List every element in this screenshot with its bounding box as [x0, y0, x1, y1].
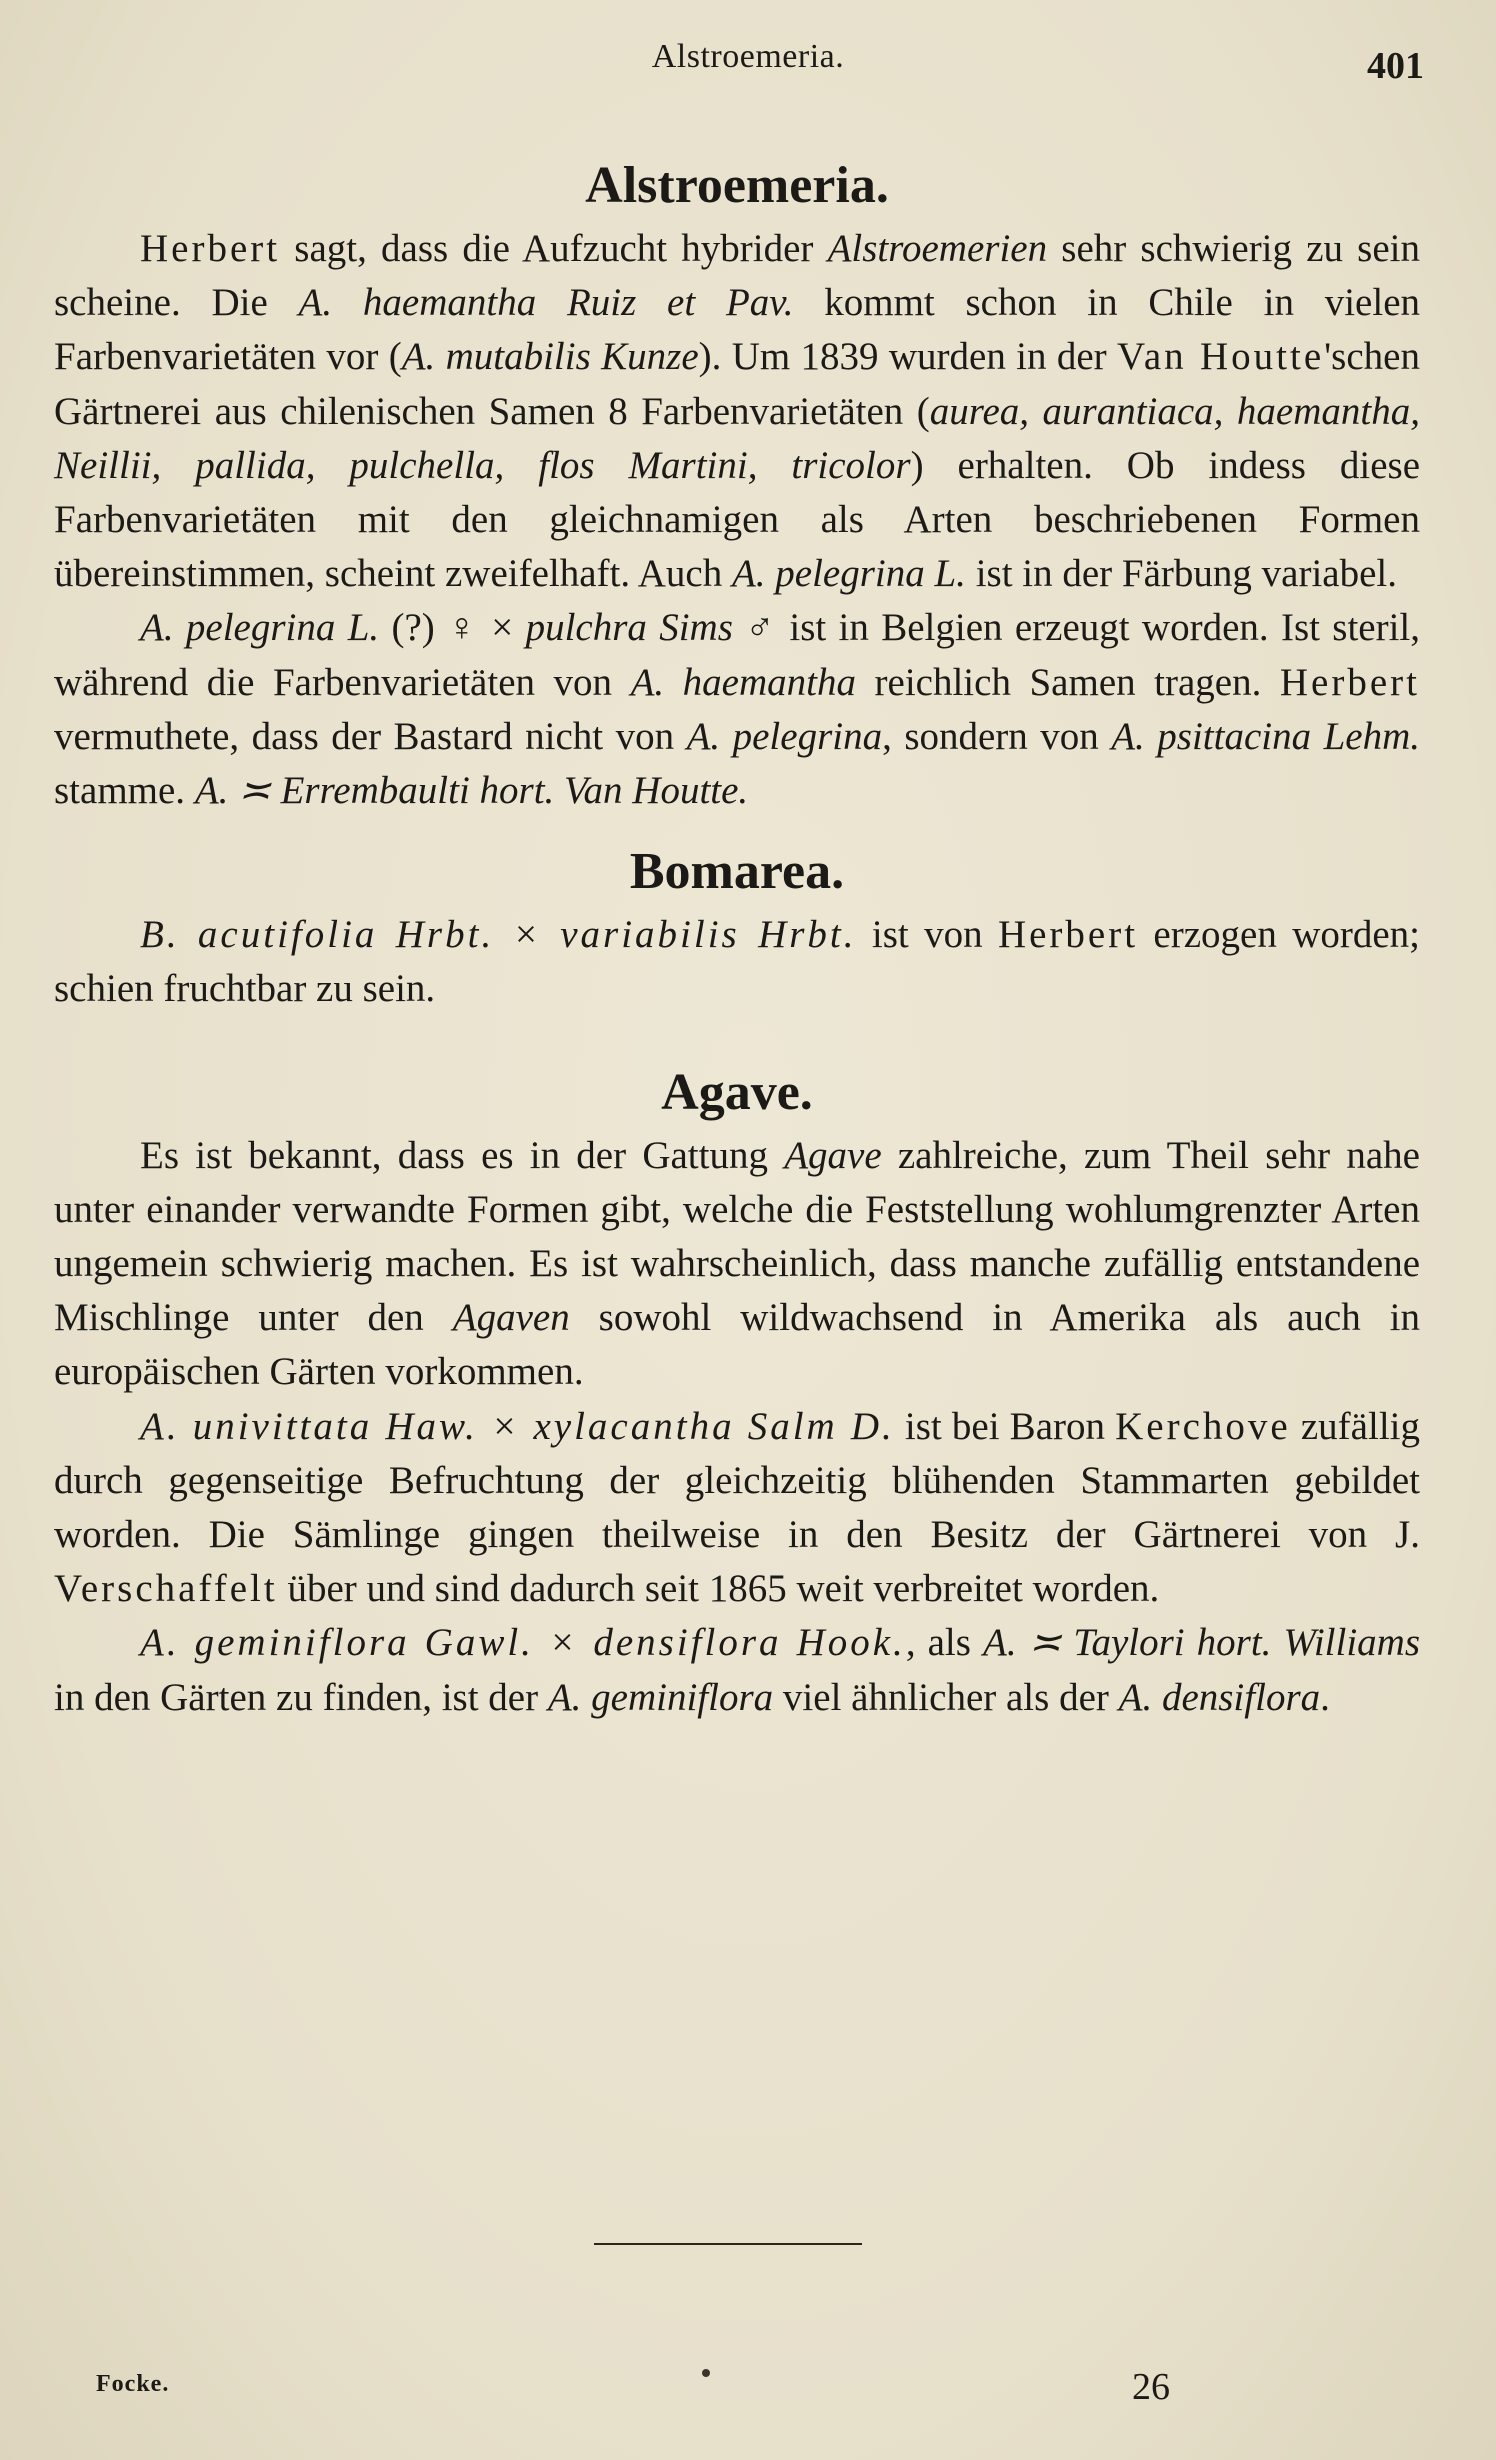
- hybrid-formula: B. acutifolia Hrbt. × variabilis Hrbt.: [140, 913, 857, 957]
- paragraph-bomarea-1: [54, 908, 1420, 1016]
- taxon-name: A. geminiflora: [547, 1675, 774, 1719]
- running-title: Alstroemeria.: [651, 38, 845, 75]
- paragraph-agave-2: [54, 1400, 1420, 1617]
- taxon-name: A. densiflora: [1118, 1675, 1321, 1719]
- paragraph-agave-1: [54, 1129, 1420, 1400]
- text-run: viel ähnlicher als der: [773, 1675, 1119, 1719]
- taxon-name: A. psittacina Lehm.: [1111, 714, 1420, 758]
- taxon-name: A. pelegrina: [686, 714, 883, 758]
- running-head: [0, 38, 1496, 88]
- text-run: sagt, dass die Aufzucht hybrider: [280, 227, 828, 270]
- text-run: kommt schon in Chile in vielen Farbenvarietäten vor (: [54, 281, 1421, 379]
- hybrid-formula: A. geminiflora Gawl. × densiflora Hook.: [140, 1621, 906, 1665]
- person-name: Kerchove: [1115, 1404, 1291, 1448]
- author-name: Herbert: [1279, 660, 1420, 704]
- section-end-rule: [594, 2243, 862, 2245]
- text-run: Es ist bekannt, dass es in der Gattung: [140, 1133, 785, 1177]
- text-run: .: [1320, 1675, 1330, 1719]
- printer-signature: Focke.: [96, 2371, 170, 2397]
- paragraph-alstroemeria-2: [54, 601, 1420, 818]
- section-title-agave: Agave.: [661, 1063, 813, 1121]
- text-run: stamme.: [54, 769, 195, 813]
- text-run: , als: [905, 1621, 983, 1665]
- text-run: ♂ ist in Belgien erzeugt worden. Ist steril, während die Farbenvarietäten von: [54, 606, 1421, 704]
- taxon-name: A. ≍ Taylori hort. Williams: [983, 1621, 1421, 1665]
- paragraph-alstroemeria-1: [54, 222, 1420, 601]
- sheet-number: 26: [1132, 2366, 1170, 2408]
- text-run: ). Um 1839 wurden in der: [698, 335, 1117, 379]
- text-run: ) erhalten. Ob indess diese Farbenvarietäten mit den gleichnamigen als Arten beschriebenen Formen übereinstimmen, scheint zweifelhaft. Auch: [54, 443, 1420, 596]
- hybrid-formula: A. univittata Haw. × xylacantha Salm D.: [140, 1404, 895, 1448]
- text-run: sowohl wildwachsend in Amerika als auch in europäischen Gärten vorkommen.: [54, 1296, 1420, 1394]
- text-run: über und sind dadurch seit 1865 weit verbreitet worden.: [277, 1567, 1160, 1611]
- text-run: vermuthete, dass der Bastard nicht von: [54, 714, 687, 758]
- text-run: erzogen worden; schien fruchtbar zu sein.: [54, 913, 1420, 1011]
- page-footer: [0, 2365, 1496, 2425]
- taxon-name: A. pelegrina L.: [731, 552, 966, 596]
- section-agave: [54, 1057, 1420, 1725]
- author-name: Herbert: [140, 227, 281, 270]
- text-run: ist bei Baron: [894, 1404, 1116, 1448]
- taxon-name: Agaven: [452, 1296, 570, 1340]
- text-run: zahlreiche, zum Theil sehr nahe unter einander verwandte Formen gibt, welche die Feststellung wohlumgrenzter Arten ungemein schwierig machen. Es ist wahrscheinlich, dass manche zufällig entstandene Mischlinge unter den: [54, 1133, 1420, 1340]
- page-number: 401: [1367, 45, 1424, 87]
- taxon-name: A. haemantha Ruiz et Pav.: [298, 281, 794, 325]
- section-bomarea: [54, 836, 1420, 1016]
- person-name: Van Houtte: [1117, 335, 1325, 379]
- taxon-name: pulchra Sims: [525, 606, 733, 650]
- author-name: Herbert: [997, 913, 1139, 957]
- taxon-name: Alstroemerien: [827, 227, 1048, 270]
- text-run: reichlich Samen tragen.: [856, 660, 1280, 704]
- taxon-name: Agave: [784, 1133, 882, 1177]
- section-title-bomarea: Bomarea.: [629, 843, 845, 901]
- text-run: sehr schwierig zu sein scheine. Die: [54, 227, 1420, 325]
- text-run: zufällig durch gegenseitige Befruchtung der gleichzeitig blühenden Stammarten gebildet worden. Die Sämlinge gingen theilweise in den Besitz der Gärtnerei von J.: [54, 1404, 1420, 1557]
- text-run: 'schen Gärtnerei aus chilenischen Samen 8 Farbenvarietäten (: [54, 335, 1420, 433]
- paragraph-agave-3: [54, 1616, 1420, 1724]
- ink-dot: [702, 2369, 710, 2377]
- person-name: Verschaffelt: [54, 1567, 278, 1611]
- variety-list: aurea, aurantiaca, haemantha, Neillii, pallida, pulchella, flos Martini, tricolor: [54, 389, 1420, 487]
- text-run: ist in der Färbung variabel.: [965, 552, 1397, 596]
- text-run: , sondern von: [882, 714, 1112, 758]
- text-run: in den Gärten zu finden, ist der: [54, 1675, 548, 1719]
- taxon-name: A. ≍ Errembaulti hort. Van Houtte.: [194, 769, 749, 813]
- main-text: [54, 150, 1420, 1725]
- section-title-alstroemeria: Alstroemeria.: [585, 157, 889, 214]
- taxon-name: A. pelegrina L.: [140, 606, 380, 650]
- text-run: (?) ♀ ×: [379, 606, 526, 650]
- taxon-name: A. mutabilis Kunze: [401, 335, 699, 379]
- taxon-name: A. haemantha: [630, 660, 856, 704]
- text-run: ist von: [856, 913, 998, 957]
- section-alstroemeria: [54, 150, 1420, 818]
